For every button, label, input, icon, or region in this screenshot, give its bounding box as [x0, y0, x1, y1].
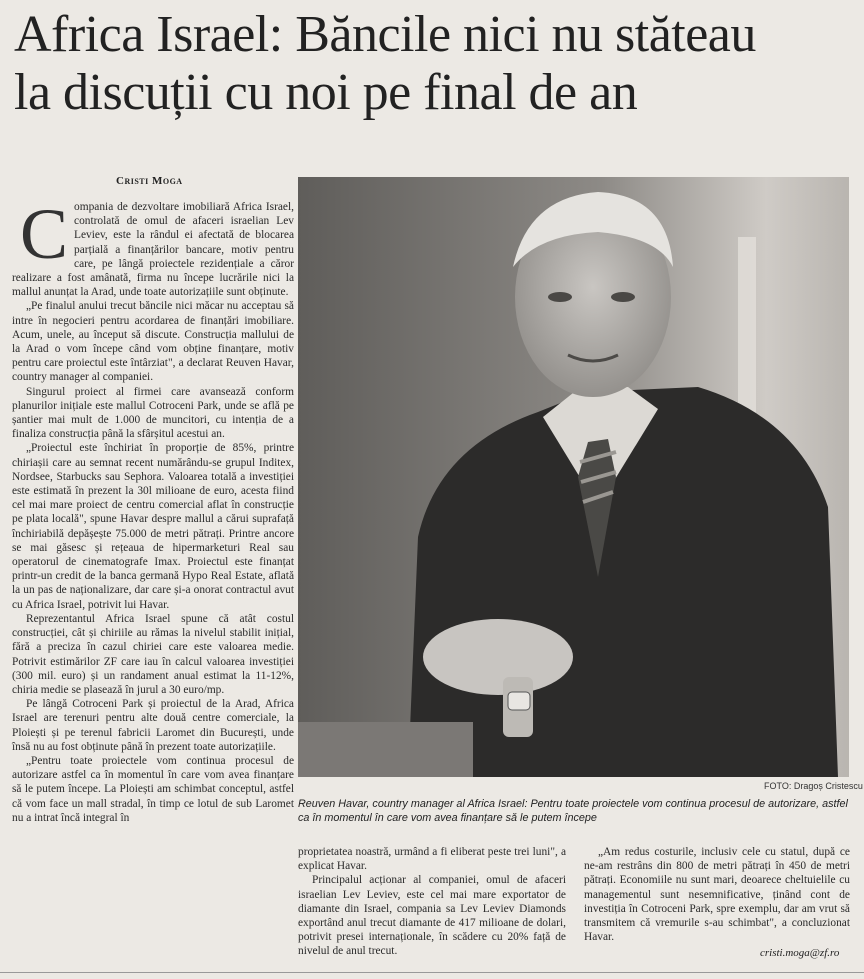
paragraph: ompania de dezvoltare imobiliară Africa Israel, controlată de omul de afaceri israelian Lev Leviev, este la rândul ei afectată de blocarea parțială a finanțărilor bancare, motiv pentru care, pe lângă proiectele rezidențiale a căror realizare a fost amânată, firma nu începe lucrările nici la mallul anunțat la Arad, unde toate autorizațiile sunt obținute. — [12, 201, 294, 299]
photo-caption: Reuven Havar, country manager al Africa Israel: Pentru toate proiectele vom continua procesul de autorizare, astfel ca în momentul în care vom avea finanțare să le putem începe — [298, 798, 848, 824]
dropcap: C — [20, 194, 69, 274]
paragraph: „Pentru toate proiectele vom continua procesul de autorizare astfel ca în momentul în care vom avea finanțare să le putem începe. La Ploiești am schimbat conceptul, astfel că vom face un mall stradal, în timp ce lotul de sub Laromet nu a intrat încă integral în — [12, 754, 294, 824]
paragraph: „Am redus costurile, inclusiv cele cu statul, după ce ne-am restrâns din 800 de metri pătrați în 450 de metri pătrați. Economiile nu sunt mari, deoarece cheltuielile cu managementul sunt nesemnificative, ținând cont de investiția în Cotroceni Park, spre exemplu, dar am vrut să transmitem că vremurile s-au schimbat", a concluzionat Havar. — [584, 846, 850, 944]
headline-line-1: Africa Israel: Băncile nici nu stăteau — [14, 6, 756, 63]
photo-credit: FOTO: Dragoș Cristescu — [764, 781, 863, 791]
left-column — [12, 194, 294, 825]
paragraph: Principalul acționar al companiei, omul de afaceri israelian Lev Leviev, este cel mai mare exportator de diamante din Israel, compania sa Lev Leviev Diamonds exportând anul trecut diamante de 417 milioane de dolari, potrivit presei internaționale, în scădere cu 20% față de nivelul de anul trecut. — [298, 874, 566, 958]
paragraph: „Pe finalul anului trecut băncile nici măcar nu acceptau să intre în negocieri pentru acordarea de finanțări imobiliare. Acum, unele, au început să discute. Construcția mallului de la Arad o vom începe când vom obține finanțare, motiv pentru care proiectul este întârziat", a declarat Reuven Havar, country manager al companiei. — [12, 300, 294, 384]
portrait-photo — [298, 177, 849, 777]
bottom-rule — [0, 972, 864, 973]
headline — [14, 6, 854, 122]
portrait-illustration — [298, 177, 849, 777]
headline-line-2: la discuții cu noi pe final de an — [14, 64, 638, 121]
paragraph: Singurul proiect al firmei care avansează conform planurilor inițiale este mallul Cotroceni Park, unde se află pe șantier mai mult de 1.000 de muncitori, cu intenția de a finaliza construcția până la sfârșitul acestui an. — [12, 385, 294, 441]
paragraph: „Proiectul este închiriat în proporție de 85%, printre chiriașii care au semnat recent numărându-se grupul Inditex, Nordsee, Starbucks sau Sephora. Valoarea totală a investiției este estimată în prezent la 30l milioane de euro, acesta fiind cel mai mare proiect de centru comercial aflat în construcție pe plata locală", spune Havar despre mallul a cărui suprafață închiriabilă depășește 75.000 de metri pătrați. Printre ancore se mai găsesc și rețeaua de hipermarketuri Real sau operatorul de cinematografe Imax. Proiectul este finanțat printr-un credit de la banca germană Hypo Real Estate, aflată la un pas de naționalizare, dar care și-a onorat contractul avut cu Africa Israel, potrivit lui Havar. — [12, 442, 294, 611]
paragraph: Reprezentantul Africa Israel spune că atât costul construcției, cât și chiriile au rămas la nivelul stabilit inițial, fără a preciza în cazul chiriei care este valoarea medie. Potrivit estimărilor ZF care iau în calcul valoarea investiției (300 mil. euro) și un randament anual estimat la 11-12%, chiria medie se plasează în jurul a 30 euro/mp. — [12, 612, 294, 696]
author-email[interactable]: cristi.moga@zf.ro — [760, 947, 840, 959]
middle-column — [298, 845, 566, 959]
byline: Cristi Moga — [116, 175, 183, 187]
paragraph: Pe lângă Cotroceni Park și proiectul de la Arad, Africa Israel are terenuri pentru alte două centre comerciale, la Ploiești și pe terenul fabricii Laromet din București, unde însă nu au fost obținute până în prezent toate autorizațiile. — [12, 698, 294, 753]
right-column — [584, 845, 850, 944]
paragraph: proprietatea noastră, urmând a fi eliberat peste trei luni", a explicat Havar. — [298, 846, 566, 873]
